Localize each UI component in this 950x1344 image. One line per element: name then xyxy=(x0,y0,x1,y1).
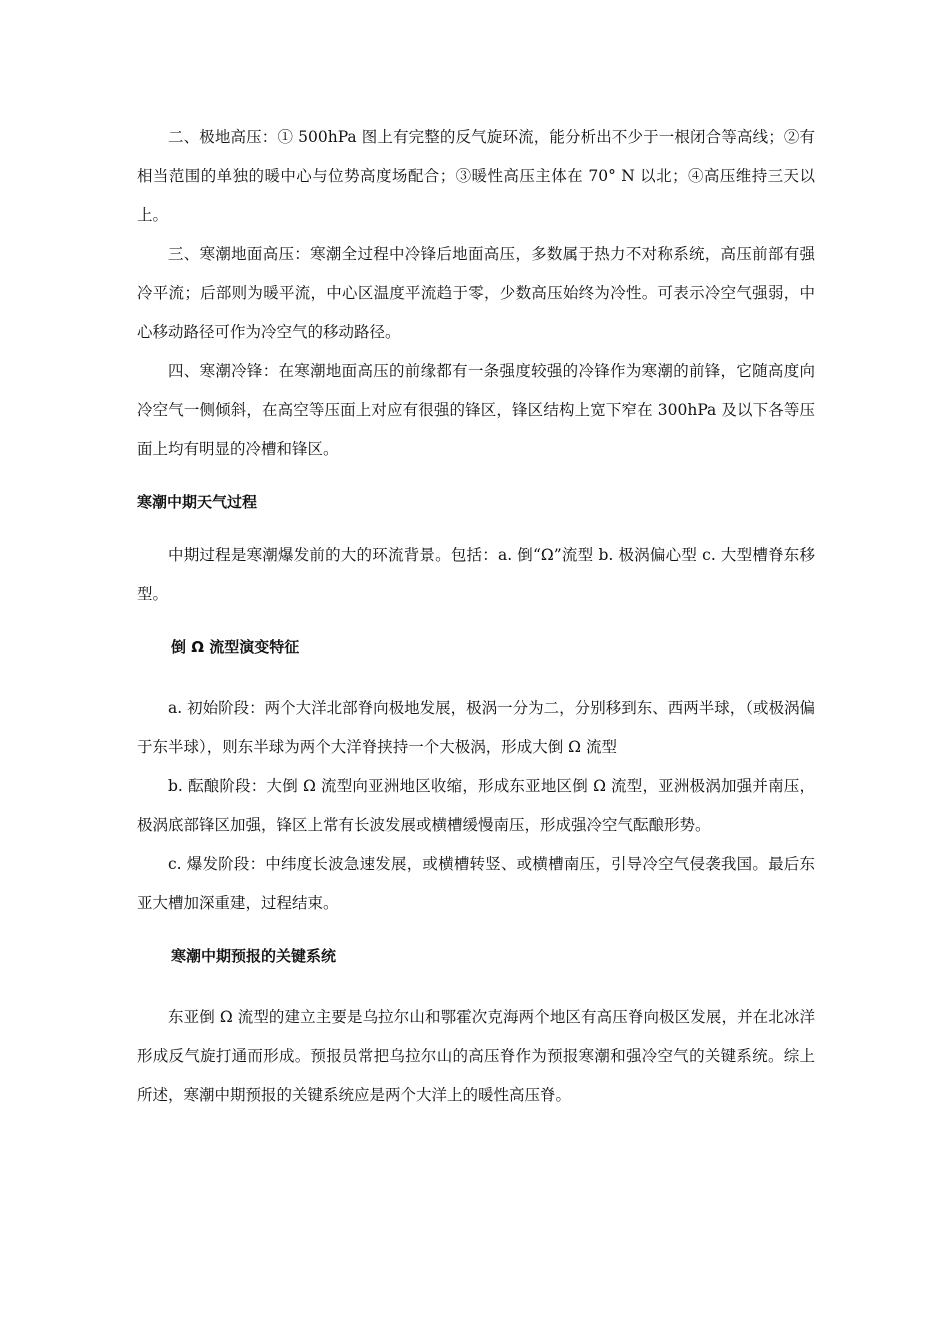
paragraph-initial-stage: a. 初始阶段：两个大洋北部脊向极地发展，极涡一分为二，分别移到东、西两半球，（或极涡偏于东半球），则东半球为两个大洋脊挟持一个大极涡，形成大倒 Ω 流型 xyxy=(137,699,815,756)
paragraph-cold-front: 四、寒潮冷锋：在寒潮地面高压的前缘都有一条强度较强的冷锋作为寒潮的前锋，它随高度向冷空气一侧倾斜，在高空等压面上对应有很强的锋区，锋区结构上宽下窄在 300hPa 及以下各等压面上均有明显的冷槽和锋区。 xyxy=(137,362,815,458)
paragraph-brewing-stage: b. 酝酿阶段：大倒 Ω 流型向亚洲地区收缩，形成东亚地区倒 Ω 流型，亚洲极涡加强并南压，极涡底部锋区加强，锋区上常有长波发展或横槽缓慢南压，形成强冷空气酝酿形势。 xyxy=(137,777,815,834)
paragraph-key-systems: 东亚倒 Ω 流型的建立主要是乌拉尔山和鄂霍次克海两个地区有高压脊向极区发展，并在北冰洋形成反气旋打通而形成。预报员常把乌拉尔山的高压脊作为预报寒潮和强冷空气的关键系统。综上所述，寒潮中期预报的关键系统应是两个大洋上的暖性高压脊。 xyxy=(137,1008,815,1104)
heading-key-systems: 寒潮中期预报的关键系统 xyxy=(171,947,337,965)
paragraph-medium-range-intro: 中期过程是寒潮爆发前的大的环流背景。包括：a. 倒“Ω”流型 b. 极涡偏心型 c. 大型槽脊东移型。 xyxy=(137,546,815,603)
paragraph-surface-high: 三、寒潮地面高压：寒潮全过程中冷锋后地面高压，多数属于热力不对称系统，高压前部有强冷平流；后部则为暖平流，中心区温度平流趋于零，少数高压始终为冷性。可表示冷空气强弱，中心移动路径可作为冷空气的移动路径。 xyxy=(137,245,815,341)
paragraph-outbreak-stage: c. 爆发阶段：中纬度长波急速发展，或横槽转竖、或横槽南压，引导冷空气侵袭我国。最后东亚大槽加深重建，过程结束。 xyxy=(137,855,815,912)
paragraph-polar-high: 二、极地高压：① 500hPa 图上有完整的反气旋环流，能分析出不少于一根闭合等高线；②有相当范围的单独的暖中心与位势高度场配合；③暖性高压主体在 70° N 以北；④高压维持三天以上。 xyxy=(137,128,815,224)
heading-omega-evolution: 倒 Ω 流型演变特征 xyxy=(171,638,300,656)
document-page xyxy=(137,118,815,1115)
heading-medium-range-process: 寒潮中期天气过程 xyxy=(137,493,258,511)
